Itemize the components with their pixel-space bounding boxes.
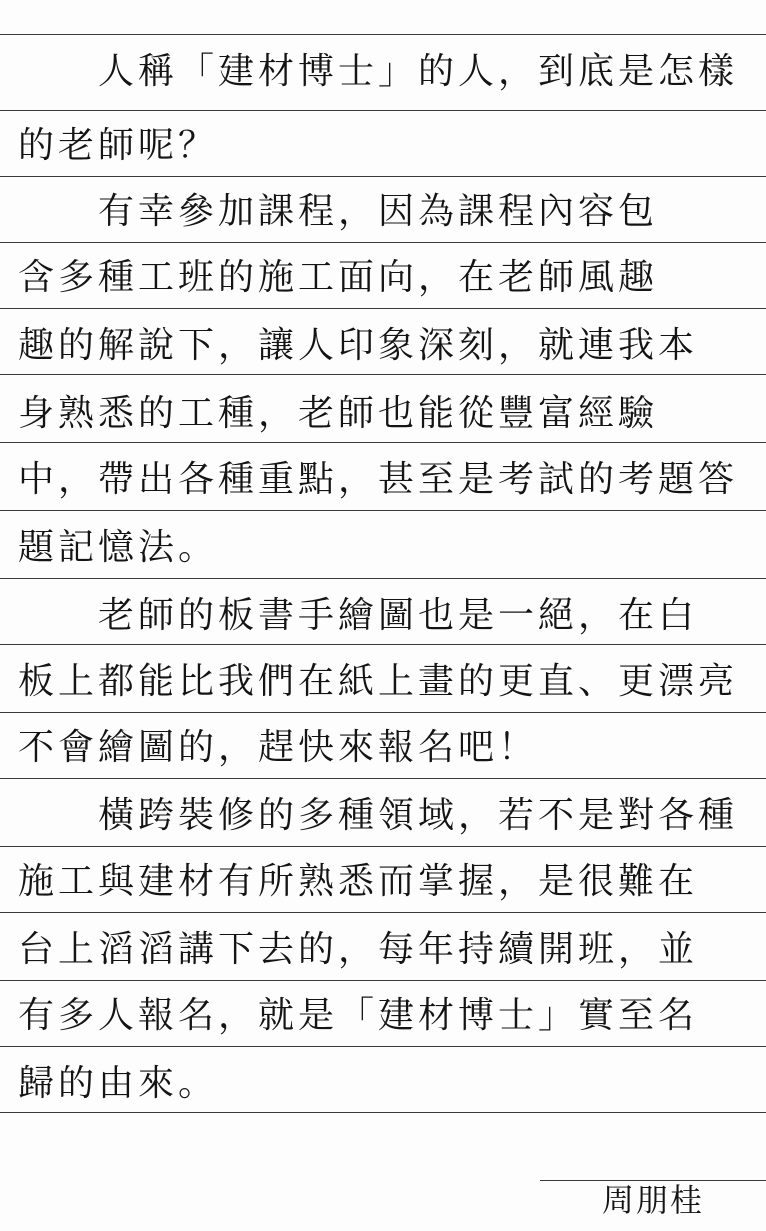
text-line: 趣的解說下，讓人印象深刻，就連我本 [18, 325, 699, 366]
ruled-line [0, 308, 766, 309]
text-line: 中，帶出各種重點，甚至是考試的考題答 [18, 459, 739, 500]
signature: 周朋桂 [601, 1181, 704, 1219]
text-line: 不會繪圖的，趕快來報名吧！ [18, 727, 539, 768]
ruled-line [0, 176, 766, 177]
ruled-line [0, 34, 766, 35]
text-line: 身熟悉的工種，老師也能從豐富經驗 [18, 393, 659, 434]
text-line: 含多種工班的施工面向，在老師風趣 [18, 257, 659, 298]
text-line: 題記憶法。 [18, 527, 219, 568]
ruled-line [0, 712, 766, 713]
ruled-line [0, 1046, 766, 1047]
text-line: 人稱「建材博士」的人，到底是怎樣 [98, 51, 739, 92]
text-line: 有多人報名，就是「建材博士」實至名 [18, 995, 699, 1036]
text-line: 的老師呢？ [18, 125, 219, 166]
ruled-line [0, 778, 766, 779]
text-line: 歸的由來。 [18, 1063, 219, 1104]
text-line: 板上都能比我們在紙上畫的更直、更漂亮 [18, 661, 739, 702]
text-line: 老師的板書手繪圖也是一絕，在白 [98, 595, 699, 636]
ruled-line [0, 846, 766, 847]
ruled-line [0, 578, 766, 579]
ruled-line [0, 110, 766, 111]
ruled-line [0, 912, 766, 913]
ruled-line [0, 242, 766, 243]
ruled-line [0, 510, 766, 511]
text-line: 有幸參加課程，因為課程內容包 [98, 191, 659, 232]
ruled-line [0, 980, 766, 981]
text-line: 橫跨裝修的多種領域，若不是對各種 [98, 795, 739, 836]
text-line: 台上滔滔講下去的，每年持續開班，並 [18, 929, 699, 970]
text-line: 施工與建材有所熟悉而掌握，是很難在 [18, 861, 699, 902]
